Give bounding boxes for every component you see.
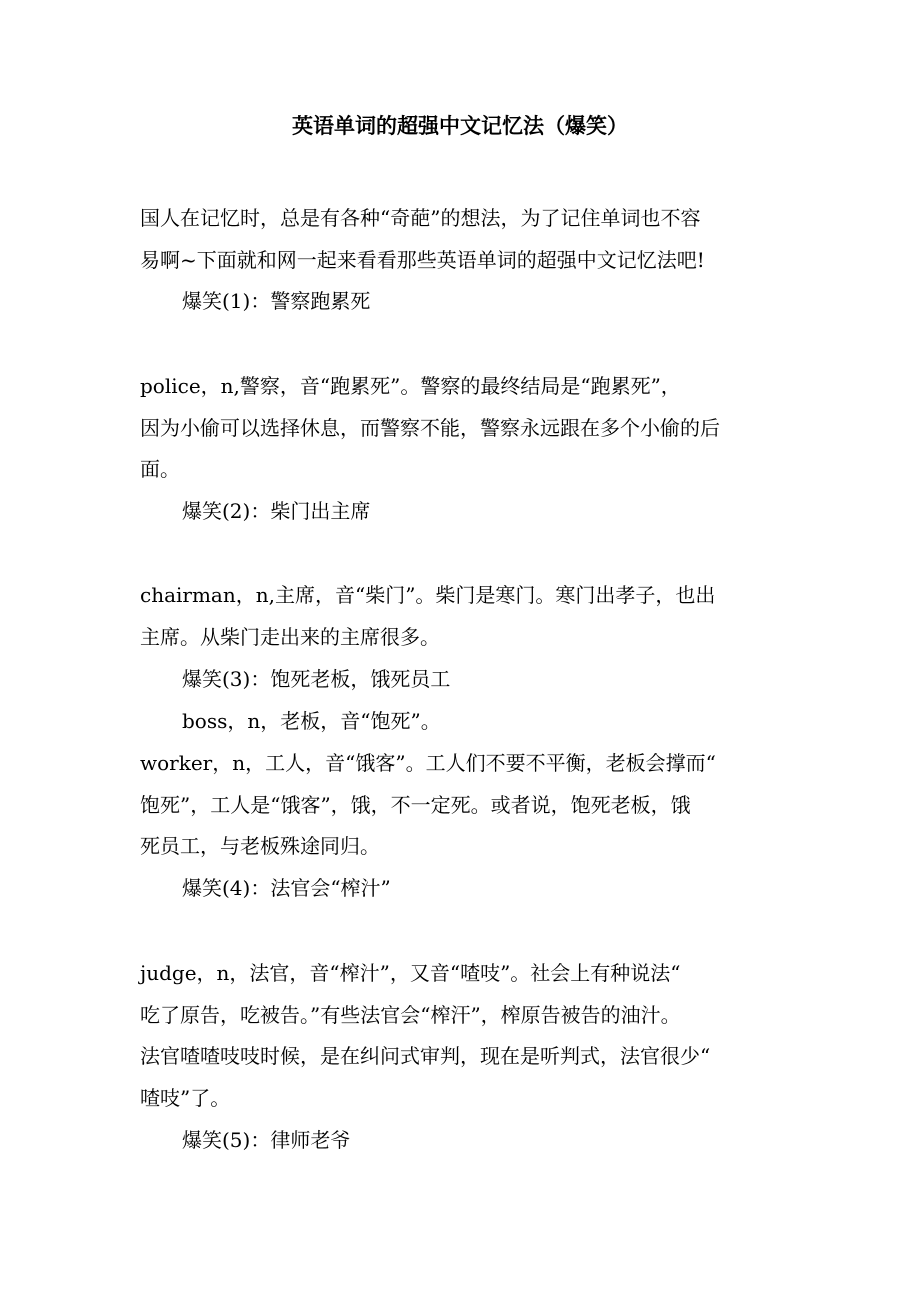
section-heading-5	[182, 1120, 782, 1162]
text-line: 因为小偷可以选择休息，而警察不能，警察永远跟在多个小偷的后	[140, 415, 720, 440]
section-subline-3	[182, 701, 782, 743]
text-line: 主席。从柴门走出来的主席很多。	[140, 624, 440, 649]
section-heading-3	[182, 659, 782, 701]
section-heading-1	[182, 281, 782, 323]
text-line: police，n,警察，音“跑累死”。警察的最终结局是“跑累死”，	[140, 374, 681, 398]
section-paragraph-1	[140, 366, 780, 491]
text-line: worker，n，工人，音“饿客”。工人们不要不平衡，老板会撑而“	[140, 751, 716, 775]
text-line: judge，n，法官，音“榨汁”，又音“喳吱”。社会上有种说法“	[140, 961, 681, 985]
heading-text: 爆笑(3)：饱死老板，饿死员工	[182, 667, 451, 691]
section-heading-4	[182, 868, 782, 910]
sub-text: boss，n，老板，音“饱死”。	[182, 709, 441, 733]
page-title: 英语单词的超强中文记忆法（爆笑）	[292, 113, 628, 138]
intro-paragraph	[140, 198, 780, 281]
section-paragraph-4	[140, 953, 780, 1119]
text-line: 法官喳喳吱吱时候，是在纠问式审判，现在是听判式，法官很少“	[140, 1044, 711, 1069]
section-paragraph-3	[140, 743, 780, 868]
text-line: 喳吱”了。	[140, 1085, 231, 1110]
text-line: 死员工，与老板殊途同归。	[140, 834, 380, 859]
section-heading-2	[182, 491, 782, 533]
text-line: 国人在记忆时，总是有各种“奇葩”的想法，为了记住单词也不容	[140, 206, 701, 230]
text-line: 面。	[140, 457, 180, 482]
heading-text: 爆笑(1)：警察跑累死	[182, 289, 371, 313]
heading-text: 爆笑(5)：律师老爷	[182, 1128, 351, 1152]
text-line: 饱死”，工人是“饿客”，饿，不一定死。或者说，饱死老板，饿	[140, 792, 691, 817]
heading-text: 爆笑(2)：柴门出主席	[182, 499, 371, 523]
heading-text: 爆笑(4)：法官会“榨汁”	[182, 876, 391, 900]
text-line: chairman，n,主席，音“柴门”。柴门是寒门。寒门出孝子，也出	[140, 583, 716, 607]
text-line: 吃了原告，吃被告。”有些法官会“榨汗”，榨原告被告的油汁。	[140, 1002, 681, 1027]
text-line: 易啊~下面就和网一起来看看那些英语单词的超强中文记忆法吧!	[140, 247, 705, 272]
section-paragraph-2	[140, 575, 780, 658]
